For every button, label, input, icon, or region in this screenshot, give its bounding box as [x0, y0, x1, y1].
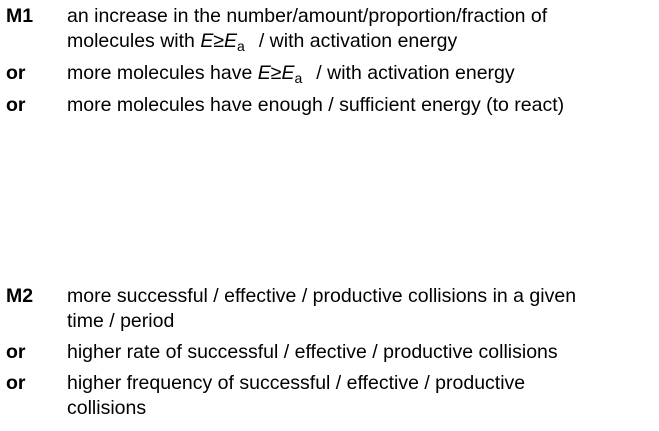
mark-row — [6, 340, 646, 365]
or-label: or — [6, 372, 26, 394]
mark-text: more molecules have $E\ge E_a$ / with activation energy — [67, 62, 515, 86]
or-label: or — [6, 62, 26, 84]
subscript-a: a — [237, 38, 245, 54]
or-label: or — [6, 94, 26, 116]
mark-row — [6, 61, 646, 87]
mark-text — [67, 284, 646, 334]
mark-text-line: higher frequency of successful / effective / productive — [67, 372, 526, 394]
mark-text: more molecules have enough / sufficient energy (to react) — [67, 94, 565, 116]
energy-symbol: E — [200, 30, 214, 52]
mark-text-line: an increase in the number/amount/proportion/fraction of — [67, 5, 548, 27]
mark-text — [67, 371, 646, 421]
mark-label: M2 — [6, 285, 34, 307]
geq-symbol: ≥ — [270, 62, 282, 84]
mark-row — [6, 4, 646, 55]
mark-point-m1 — [6, 4, 646, 124]
mark-text: higher rate of successful / effective / productive collisions — [67, 341, 558, 363]
geq-symbol: ≥ — [213, 30, 225, 52]
subscript-a: a — [294, 70, 303, 86]
mark-point-m2 — [6, 284, 646, 427]
activation-energy-symbol: E — [281, 62, 295, 84]
mark-row — [6, 93, 646, 118]
activation-energy-symbol: E — [224, 30, 238, 52]
mark-row — [6, 284, 646, 334]
mark-text-line: more successful / effective / productive collisions in a given — [67, 285, 577, 307]
mark-text-line: molecules with $E\ge E_a$ / with activation energy — [67, 30, 458, 54]
or-label: or — [6, 341, 26, 363]
mark-text — [67, 4, 646, 55]
mark-text-line: time / period — [67, 310, 175, 332]
mark-row — [6, 371, 646, 421]
mark-label: M1 — [6, 5, 34, 27]
mark-text-line: collisions — [67, 397, 147, 419]
energy-symbol: E — [257, 62, 271, 84]
